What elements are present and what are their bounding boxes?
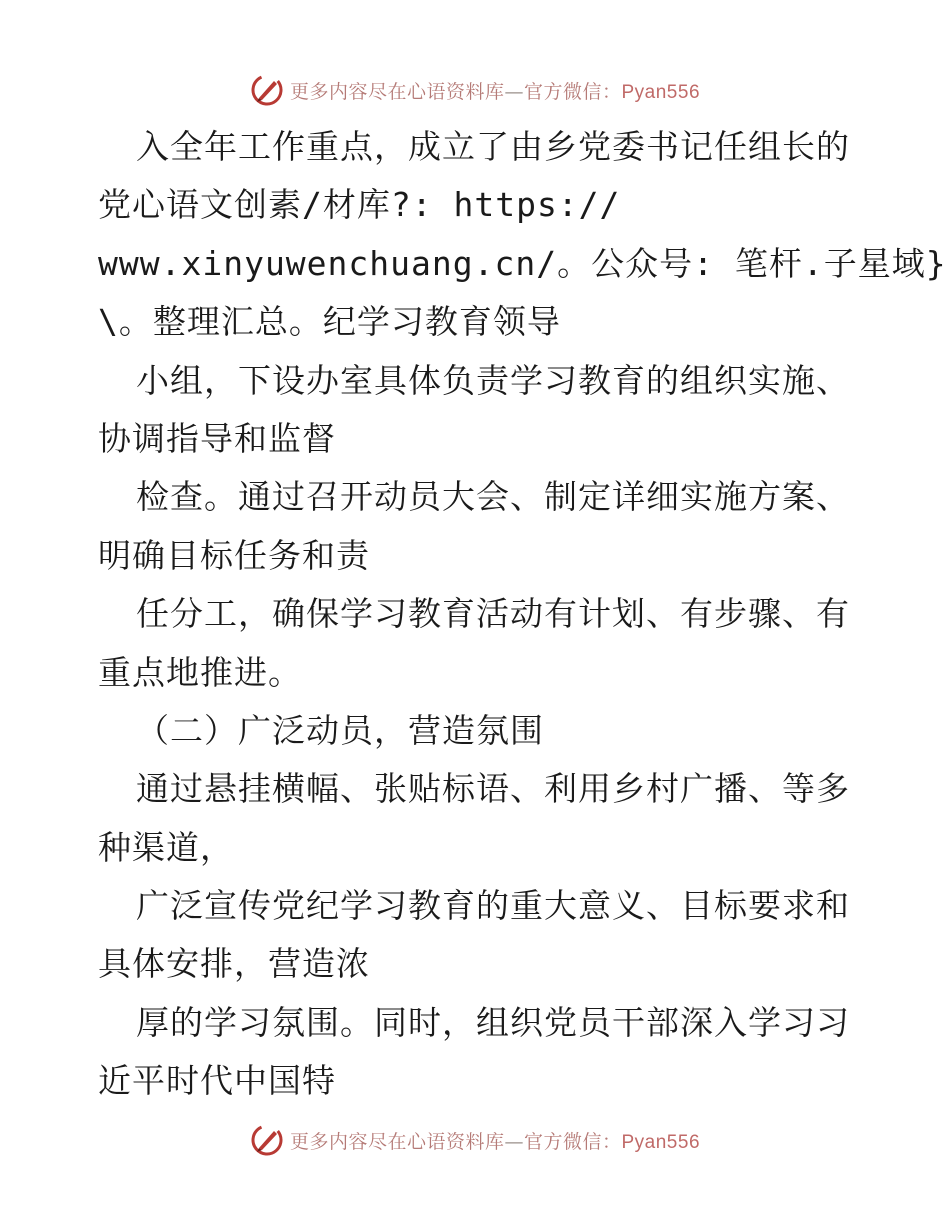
watermark-dash: — [504,1130,524,1153]
watermark-wechat-label: 官方微信： [523,1130,622,1153]
quill-seal-icon [250,1123,284,1157]
watermark-header [0,70,950,110]
body-text-line: 入全年工作重点，成立了由乡党委书记任组长的 [136,127,850,166]
watermark-text [290,77,700,104]
watermark-site-text: 更多内容尽在心语资料库 [289,1130,505,1153]
watermark-dash: — [504,80,524,103]
quill-seal-icon [250,73,284,107]
body-text-line: \。整理汇总。纪学习教育领导 [98,302,561,342]
body-text-line: 重点地推进。 [98,652,302,692]
body-text-line: 种渠道， [98,827,234,867]
body-text-line: （二）广泛动员，营造氛围 [136,710,544,750]
watermark-text [290,1127,700,1154]
body-text-line: 具体安排，营造浓 [98,944,370,984]
body-text-line: 近平时代中国特 [98,1061,336,1101]
watermark-wechat-id: Pyan556 [621,81,701,103]
body-text-line: 协调指导和监督 [98,418,336,458]
body-text-line: 任分工，确保学习教育活动有计划、有步骤、有 [136,594,850,634]
body-text-line: 通过悬挂横幅、张贴标语、利用乡村广播、等多 [136,769,850,809]
watermark-footer [0,1120,950,1160]
body-text-line: 检查。通过召开动员大会、制定详细实施方案、 [136,477,850,517]
watermark-wechat-id: Pyan556 [621,1131,701,1153]
body-text-line: 明确目标任务和责 [98,535,370,575]
watermark-wechat-label: 官方微信： [523,80,622,103]
body-text-line: 广泛宣传党纪学习教育的重大意义、目标要求和 [136,886,850,926]
document-body [98,118,947,1111]
body-text-line: 党心语文创素/材库?: https:// [98,185,621,225]
body-text-line: 小组，下设办室具体负责学习教育的组织实施、 [136,360,850,400]
watermark-site-text: 更多内容尽在心语资料库 [289,80,505,103]
body-text-line: www.xinyuwenchuang.cn/。公众号: 笔杆.子星域} [98,243,947,283]
body-text-line: 厚的学习氛围。同时，组织党员干部深入学习习 [136,1002,850,1042]
